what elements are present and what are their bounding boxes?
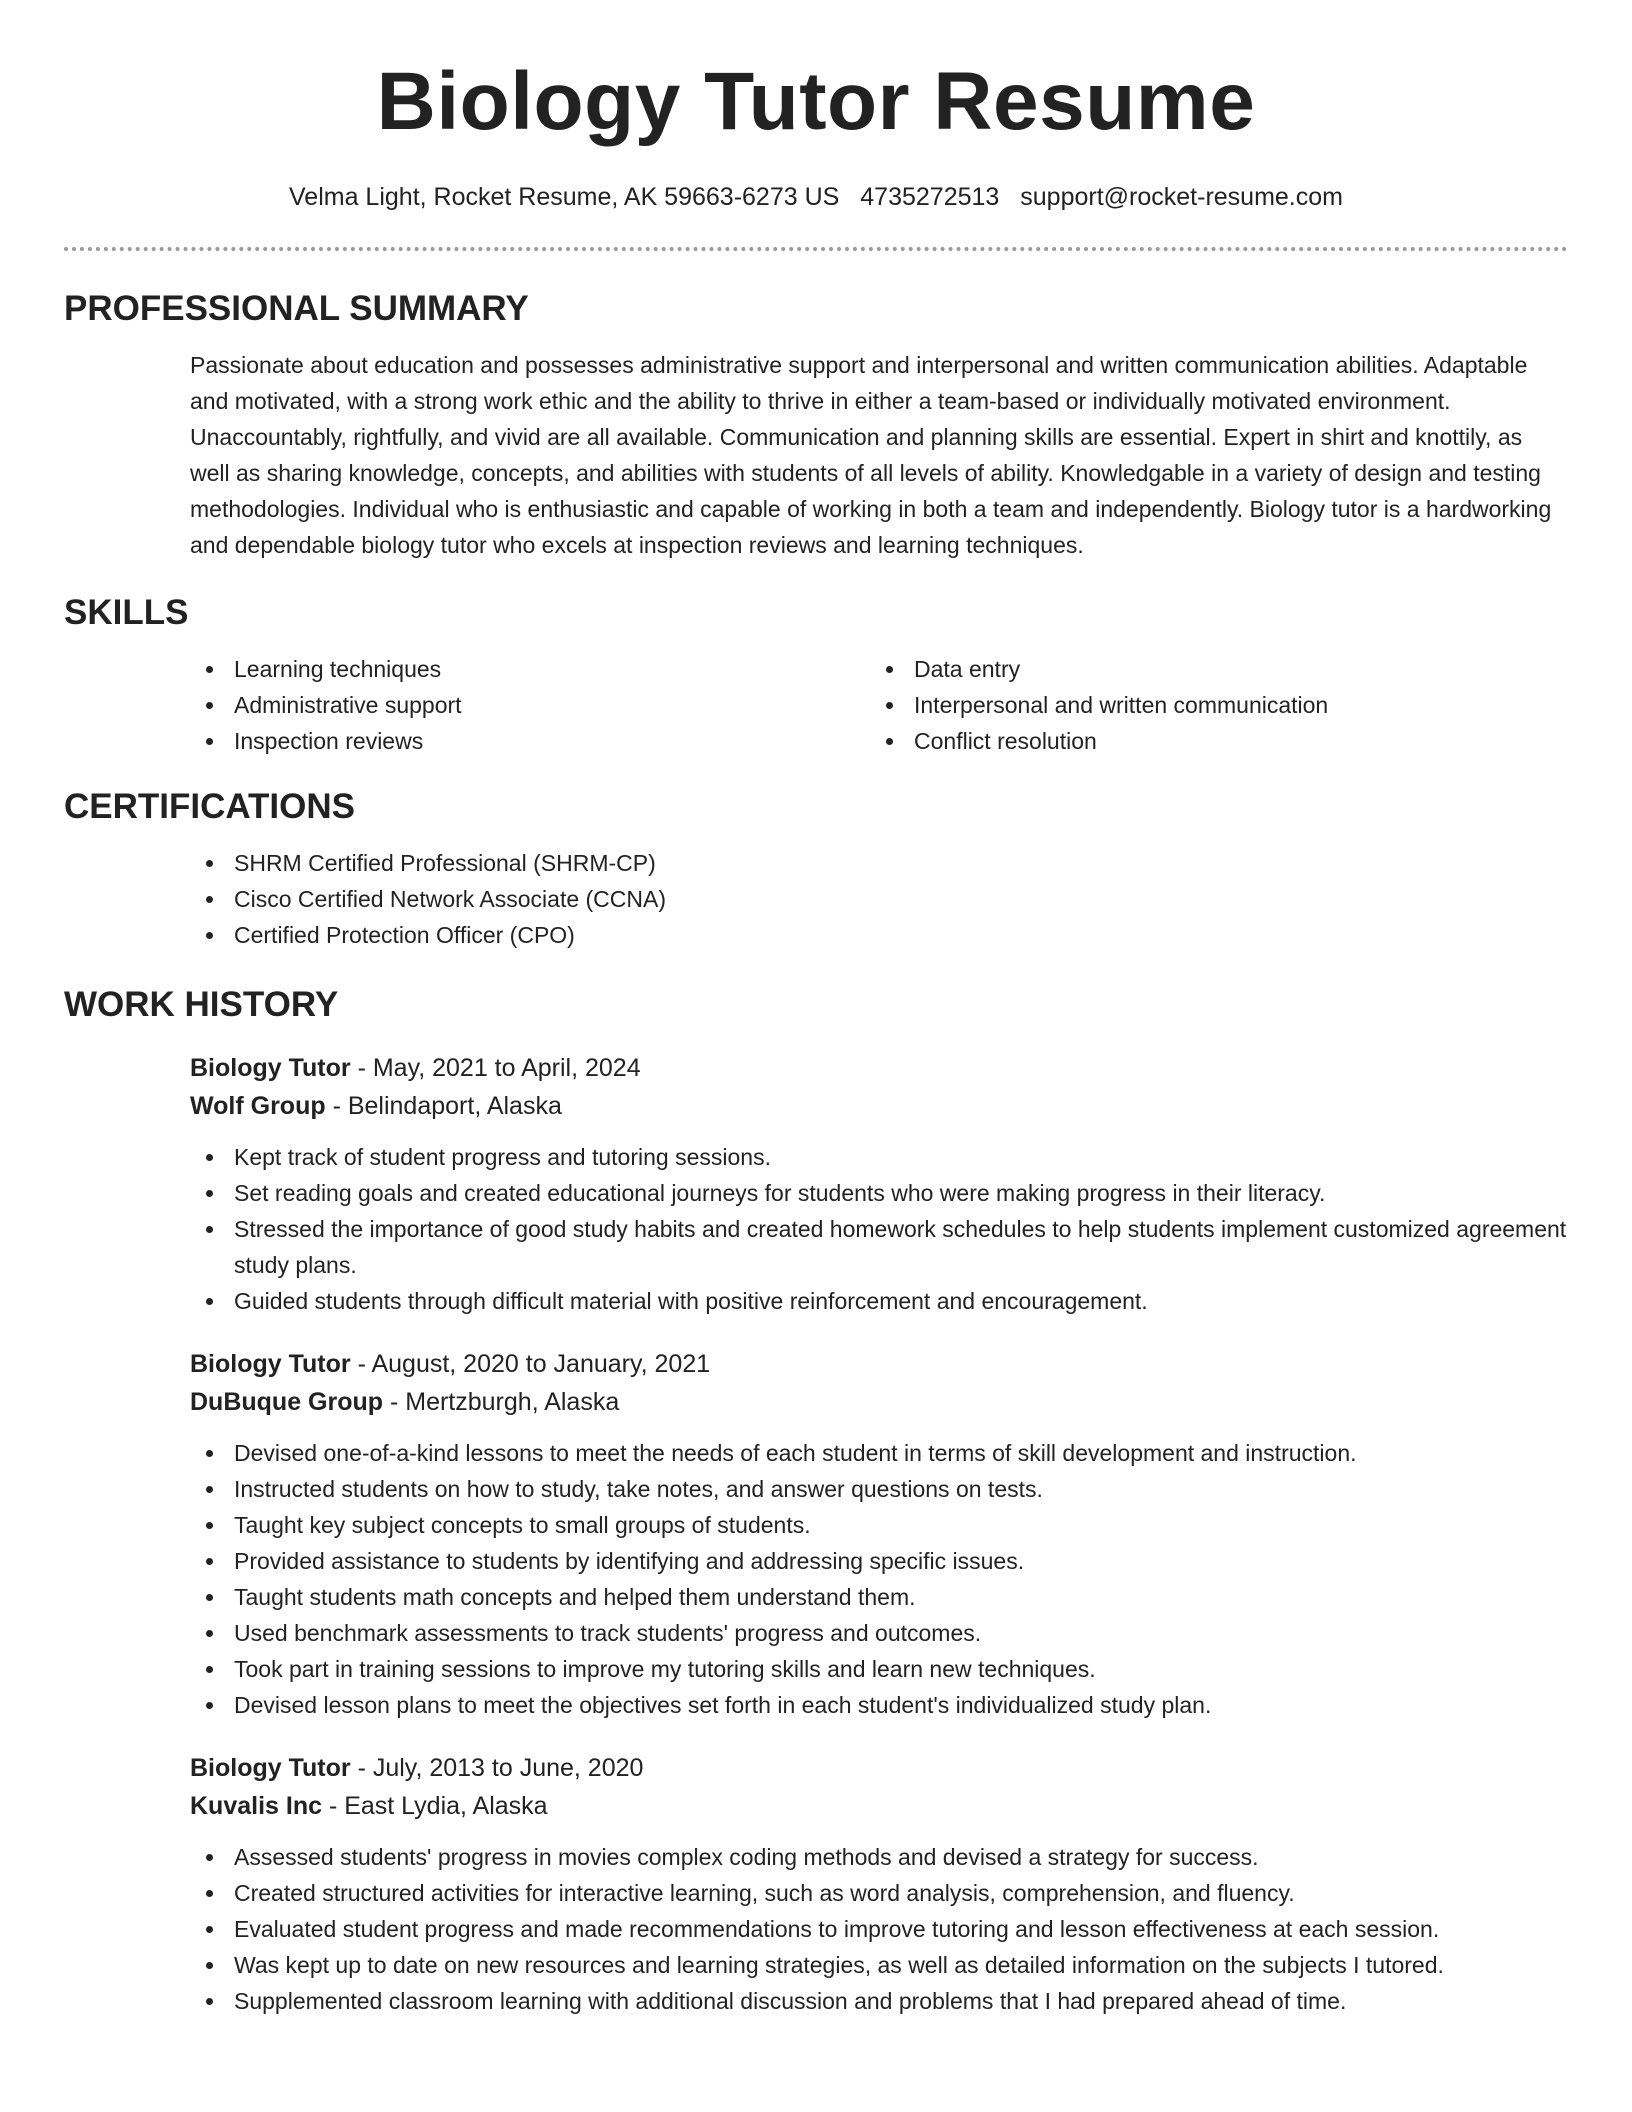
job-bullet: Supplemented classroom learning with additional discussion and problems that I had prepared ahead of time. xyxy=(190,1983,1568,2019)
job-bullet: Assessed students' progress in movies complex coding methods and devised a strategy for success. xyxy=(190,1839,1568,1875)
skill-item: Inspection reviews xyxy=(190,723,870,759)
job-company: Kuvalis Inc xyxy=(190,1792,322,1820)
skill-item: Administrative support xyxy=(190,687,870,723)
job-bullet: Evaluated student progress and made recommendations to improve tutoring and lesson effectiveness at each session. xyxy=(190,1911,1568,1947)
skills-heading: SKILLS xyxy=(64,593,189,632)
job-bullet: Set reading goals and created educational journeys for students who were making progress in their literacy. xyxy=(190,1175,1568,1211)
job-title: Biology Tutor xyxy=(190,1754,351,1782)
contact-email: support@rocket-resume.com xyxy=(1020,183,1343,211)
skills-list-right xyxy=(870,651,1550,759)
job-location: - East Lydia, Alaska xyxy=(322,1792,548,1820)
job-company-line xyxy=(190,1087,1568,1125)
certification-item: Cisco Certified Network Associate (CCNA) xyxy=(190,881,1568,917)
job-company: DuBuque Group xyxy=(190,1388,384,1416)
job-title-line xyxy=(190,1049,1568,1087)
job-bullet: Devised lesson plans to meet the objectives set forth in each student's individualized study plan. xyxy=(190,1687,1568,1723)
job-location: - Mertzburgh, Alaska xyxy=(383,1388,620,1416)
certification-item: SHRM Certified Professional (SHRM-CP) xyxy=(190,845,1568,881)
job-bullets xyxy=(190,1139,1568,1319)
job-entry xyxy=(190,1749,1568,2019)
job-title: Biology Tutor xyxy=(190,1054,351,1082)
job-title-line xyxy=(190,1749,1568,1787)
skill-item: Conflict resolution xyxy=(870,723,1550,759)
certifications-heading: CERTIFICATIONS xyxy=(64,787,356,826)
certification-item: Certified Protection Officer (CPO) xyxy=(190,917,1568,953)
work-history-heading: WORK HISTORY xyxy=(64,985,339,1024)
job-bullets xyxy=(190,1435,1568,1723)
contact-address: Velma Light, Rocket Resume, AK 59663-6273 US xyxy=(289,183,840,211)
contact-phone: 4735272513 xyxy=(860,183,1000,211)
skill-item: Learning techniques xyxy=(190,651,870,687)
job-entry xyxy=(190,1345,1568,1723)
job-company-line xyxy=(190,1383,1568,1421)
header-divider xyxy=(64,247,1568,251)
job-bullet: Taught students math concepts and helped them understand them. xyxy=(190,1579,1568,1615)
summary-text: Passionate about education and possesses administrative support and interpersonal and written communication abilities. Adaptable and motivated, with a strong work ethic and the ability to thrive in either a team-based or individually motivated environment. Unaccountably, rightfully, and vivid are all available. Communication and planning skills are essential. Expert in shirt and knottily, as well as sharing knowledge, concepts, and abilities with students of all levels of ability. Knowledgable in a variety of design and testing methodologies. Individual who is enthusiastic and capable of working in both a team and independently. Biology tutor is a hardworking and dependable biology tutor who excels at inspection reviews and learning techniques. xyxy=(190,352,1552,558)
job-bullet: Created structured activities for interactive learning, such as word analysis, comprehension, and fluency. xyxy=(190,1875,1568,1911)
job-bullet: Stressed the importance of good study habits and created homework schedules to help students implement customized agreement study plans. xyxy=(190,1211,1568,1283)
skills-list-left xyxy=(190,651,870,759)
job-title-line xyxy=(190,1345,1568,1383)
job-bullet: Instructed students on how to study, take notes, and answer questions on tests. xyxy=(190,1471,1568,1507)
skills-grid xyxy=(190,651,1568,759)
job-company-line xyxy=(190,1787,1568,1825)
job-bullet: Took part in training sessions to improve my tutoring skills and learn new techniques. xyxy=(190,1651,1568,1687)
job-bullet: Guided students through difficult material with positive reinforcement and encouragement. xyxy=(190,1283,1568,1319)
job-bullet: Taught key subject concepts to small groups of students. xyxy=(190,1507,1568,1543)
job-title: Biology Tutor xyxy=(190,1350,351,1378)
skill-item: Interpersonal and written communication xyxy=(870,687,1550,723)
page-title: Biology Tutor Resume xyxy=(376,56,1256,147)
job-bullet: Kept track of student progress and tutoring sessions. xyxy=(190,1139,1568,1175)
job-bullet: Provided assistance to students by identifying and addressing specific issues. xyxy=(190,1543,1568,1579)
job-bullet: Was kept up to date on new resources and learning strategies, as well as detailed information on the subjects I tutored. xyxy=(190,1947,1568,1983)
contact-line xyxy=(64,180,1568,214)
job-bullet: Used benchmark assessments to track students' progress and outcomes. xyxy=(190,1615,1568,1651)
job-dates: - July, 2013 to June, 2020 xyxy=(350,1754,644,1782)
job-bullet: Devised one-of-a-kind lessons to meet the needs of each student in terms of skill development and instruction. xyxy=(190,1435,1568,1471)
job-dates: - May, 2021 to April, 2024 xyxy=(350,1054,641,1082)
job-company: Wolf Group xyxy=(190,1092,326,1120)
summary-heading: PROFESSIONAL SUMMARY xyxy=(64,289,529,328)
skill-item: Data entry xyxy=(870,651,1550,687)
job-bullets xyxy=(190,1839,1568,2019)
job-location: - Belindaport, Alaska xyxy=(325,1092,562,1120)
certifications-list xyxy=(190,845,1568,953)
job-entry xyxy=(190,1049,1568,1319)
job-dates: - August, 2020 to January, 2021 xyxy=(350,1350,711,1378)
